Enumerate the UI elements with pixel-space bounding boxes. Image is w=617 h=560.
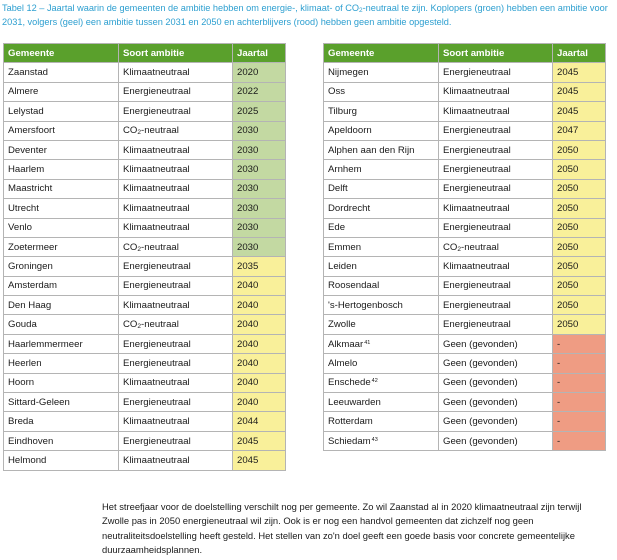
table-row [4, 121, 286, 140]
cell-jaartal: - [553, 393, 606, 412]
cell-jaartal: 2035 [233, 257, 286, 276]
cell-jaartal: 2030 [233, 160, 286, 179]
table-row [324, 412, 606, 431]
table-row [4, 393, 286, 412]
table-row [324, 431, 606, 450]
cell-jaartal: 2022 [233, 82, 286, 101]
cell-soort-ambitie: Klimaatneutraal [119, 296, 233, 315]
table-body [324, 63, 606, 451]
cell-soort-ambitie: Geen (gevonden) [439, 354, 553, 373]
cell-gemeente: Gouda [4, 315, 119, 334]
footnote-marker: 42 [371, 378, 378, 385]
table-row [4, 334, 286, 353]
cell-soort-ambitie: Energieneutraal [119, 393, 233, 412]
cell-jaartal: 2050 [553, 276, 606, 295]
cell-soort-ambitie: Geen (gevonden) [439, 373, 553, 392]
cell-gemeente: Roosendaal [324, 276, 439, 295]
cell-jaartal: 2030 [233, 237, 286, 256]
cell-jaartal: 2050 [553, 199, 606, 218]
cell-gemeente: Amersfoort [4, 121, 119, 140]
cell-soort-ambitie: Energieneutraal [439, 296, 553, 315]
cell-jaartal: 2044 [233, 412, 286, 431]
cell-gemeente: Emmen [324, 237, 439, 256]
table-caption: Tabel 12 – Jaartal waarin de gemeenten de ambitie hebben om energie-, klimaat- of $CO_2$-neutraal te zijn. Koplopers (groen) hebben een ambitie voor 2031, volgers (geel) een ambitie tussen 2031 en 2050 en achterblijvers (rood) hebben geen ambitie opgesteld. [2, 3, 608, 27]
cell-jaartal: 2040 [233, 354, 286, 373]
cell-gemeente: Zoetermeer [4, 237, 119, 256]
cell-soort-ambitie: Klimaatneutraal [119, 373, 233, 392]
cell-gemeente: Den Haag [4, 296, 119, 315]
cell-soort-ambitie: Energieneutraal [119, 82, 233, 101]
cell-jaartal: 2040 [233, 393, 286, 412]
table-row [4, 431, 286, 450]
table-row [4, 102, 286, 121]
cell-jaartal: - [553, 431, 606, 450]
cell-soort-ambitie: $CO_2$-neutraal [119, 121, 233, 140]
table-header-row [324, 44, 606, 63]
cell-gemeente: Alphen aan den Rijn [324, 140, 439, 159]
header-soort-ambitie: Soort ambitie [439, 44, 553, 63]
cell-gemeente: Dordrecht [324, 199, 439, 218]
cell-jaartal: 2047 [553, 121, 606, 140]
cell-soort-ambitie: Energieneutraal [439, 121, 553, 140]
cell-jaartal: 2050 [553, 140, 606, 159]
cell-soort-ambitie: $CO_2$-neutraal [119, 237, 233, 256]
cell-jaartal: 2050 [553, 160, 606, 179]
table-row [4, 257, 286, 276]
table-header-row [4, 44, 286, 63]
table-row [4, 276, 286, 295]
cell-soort-ambitie: Klimaatneutraal [119, 199, 233, 218]
table-row [4, 218, 286, 237]
header-gemeente: Gemeente [4, 44, 119, 63]
table-row [324, 63, 606, 82]
cell-jaartal: - [553, 334, 606, 353]
cell-gemeente: Utrecht [4, 199, 119, 218]
cell-soort-ambitie: Energieneutraal [439, 140, 553, 159]
cell-soort-ambitie: Klimaatneutraal [119, 160, 233, 179]
cell-gemeente: Helmond [4, 451, 119, 470]
cell-gemeente: Delft [324, 179, 439, 198]
cell-jaartal: 2045 [233, 431, 286, 450]
cell-gemeente: Deventer [4, 140, 119, 159]
cell-soort-ambitie: Klimaatneutraal [439, 102, 553, 121]
cell-gemeente: Nijmegen [324, 63, 439, 82]
cell-jaartal: 2030 [233, 121, 286, 140]
cell-gemeente: Ede [324, 218, 439, 237]
cell-jaartal: 2050 [553, 315, 606, 334]
cell-soort-ambitie: Energieneutraal [439, 160, 553, 179]
table-row [324, 140, 606, 159]
cell-soort-ambitie: Klimaatneutraal [439, 199, 553, 218]
cell-jaartal: 2040 [233, 334, 286, 353]
cell-soort-ambitie: Energieneutraal [439, 179, 553, 198]
table-row [4, 82, 286, 101]
cell-jaartal: 2045 [553, 82, 606, 101]
cell-soort-ambitie: $CO_2$-neutraal [119, 315, 233, 334]
table-row [324, 315, 606, 334]
cell-soort-ambitie: Klimaatneutraal [119, 218, 233, 237]
table-row [4, 140, 286, 159]
cell-soort-ambitie: Energieneutraal [439, 218, 553, 237]
cell-soort-ambitie: Geen (gevonden) [439, 393, 553, 412]
cell-gemeente: Sittard-Geleen [4, 393, 119, 412]
cell-gemeente: Maastricht [4, 179, 119, 198]
cell-jaartal: 2020 [233, 63, 286, 82]
cell-jaartal: 2030 [233, 199, 286, 218]
cell-gemeente: Leiden [324, 257, 439, 276]
table-row [324, 237, 606, 256]
cell-gemeente: Heerlen [4, 354, 119, 373]
cell-soort-ambitie: Energieneutraal [439, 315, 553, 334]
cell-gemeente: Almere [4, 82, 119, 101]
table-body [4, 63, 286, 470]
cell-gemeente: Enschede$^{42}$ [324, 373, 439, 392]
cell-soort-ambitie: Geen (gevonden) [439, 334, 553, 353]
cell-jaartal: 2040 [233, 276, 286, 295]
cell-gemeente: Amsterdam [4, 276, 119, 295]
cell-gemeente: Oss [324, 82, 439, 101]
cell-jaartal: 2030 [233, 179, 286, 198]
cell-soort-ambitie: Energieneutraal [119, 276, 233, 295]
cell-gemeente: Haarlem [4, 160, 119, 179]
table-row [4, 237, 286, 256]
table-row [324, 334, 606, 353]
cell-jaartal: 2030 [233, 140, 286, 159]
header-jaartal: Jaartal [553, 44, 606, 63]
table-row [4, 373, 286, 392]
cell-soort-ambitie: Energieneutraal [119, 257, 233, 276]
table-row [324, 373, 606, 392]
table-row [324, 199, 606, 218]
cell-gemeente: 's-Hertogenbosch [324, 296, 439, 315]
cell-jaartal: 2045 [553, 102, 606, 121]
cell-gemeente: Alkmaar$^{41}$ [324, 334, 439, 353]
cell-gemeente: Breda [4, 412, 119, 431]
cell-soort-ambitie: Geen (gevonden) [439, 412, 553, 431]
table-row [4, 451, 286, 470]
cell-soort-ambitie: Energieneutraal [439, 63, 553, 82]
cell-gemeente: Venlo [4, 218, 119, 237]
header-gemeente: Gemeente [324, 44, 439, 63]
footnote-marker: 41 [364, 339, 371, 346]
cell-jaartal: - [553, 412, 606, 431]
footnote-marker: 43 [371, 436, 378, 443]
cell-soort-ambitie: Energieneutraal [119, 431, 233, 450]
cell-gemeente: Groningen [4, 257, 119, 276]
header-jaartal: Jaartal [233, 44, 286, 63]
cell-jaartal: 2025 [233, 102, 286, 121]
cell-jaartal: - [553, 354, 606, 373]
table-row [324, 102, 606, 121]
cell-soort-ambitie: Klimaatneutraal [119, 140, 233, 159]
table-row [4, 354, 286, 373]
cell-jaartal: 2050 [553, 237, 606, 256]
cell-soort-ambitie: Energieneutraal [119, 102, 233, 121]
table-row [324, 354, 606, 373]
cell-gemeente: Schiedam$^{43}$ [324, 431, 439, 450]
cell-soort-ambitie: $CO_2$-neutraal [439, 237, 553, 256]
cell-soort-ambitie: Energieneutraal [119, 354, 233, 373]
table-row [4, 296, 286, 315]
cell-jaartal: 2050 [553, 257, 606, 276]
cell-jaartal: 2050 [553, 296, 606, 315]
cell-soort-ambitie: Klimaatneutraal [439, 257, 553, 276]
table-row [4, 63, 286, 82]
cell-gemeente: Tilburg [324, 102, 439, 121]
cell-jaartal: - [553, 373, 606, 392]
header-soort-ambitie: Soort ambitie [119, 44, 233, 63]
table-row [324, 218, 606, 237]
ambition-table-right [323, 43, 606, 451]
cell-gemeente: Hoorn [4, 373, 119, 392]
cell-gemeente: Zwolle [324, 315, 439, 334]
cell-soort-ambitie: Energieneutraal [439, 276, 553, 295]
table-row [324, 179, 606, 198]
cell-gemeente: Arnhem [324, 160, 439, 179]
cell-jaartal: 2040 [233, 373, 286, 392]
cell-gemeente: Zaanstad [4, 63, 119, 82]
cell-gemeente: Eindhoven [4, 431, 119, 450]
cell-soort-ambitie: Geen (gevonden) [439, 431, 553, 450]
cell-gemeente: Leeuwarden [324, 393, 439, 412]
cell-jaartal: 2040 [233, 315, 286, 334]
cell-jaartal: 2045 [553, 63, 606, 82]
table-row [4, 199, 286, 218]
table-row [324, 82, 606, 101]
cell-jaartal: 2050 [553, 179, 606, 198]
table-row [324, 121, 606, 140]
cell-gemeente: Apeldoorn [324, 121, 439, 140]
cell-jaartal: 2030 [233, 218, 286, 237]
table-row [4, 315, 286, 334]
cell-gemeente: Rotterdam [324, 412, 439, 431]
cell-jaartal: 2045 [233, 451, 286, 470]
body-paragraph: Het streefjaar voor de doelstelling verschilt nog per gemeente. Zo wil Zaanstad al in 2020 klimaatneutraal zijn terwijl Zwolle pas in 2050 energieneutraal wil zijn. Ook is er nog een handvol gemeenten dat zichzelf nog geen neutraliteitsdoelstelling heeft gesteld. Het stellen van zo'n doel geeft een goede basis voor concrete gemeentelijke duurzaamheidsplannen. [102, 501, 582, 555]
table-row [324, 393, 606, 412]
cell-soort-ambitie: Klimaatneutraal [119, 412, 233, 431]
cell-soort-ambitie: Klimaatneutraal [119, 451, 233, 470]
table-row [4, 412, 286, 431]
table-row [324, 160, 606, 179]
cell-soort-ambitie: Klimaatneutraal [119, 63, 233, 82]
ambition-table-left [3, 43, 286, 471]
table-row [324, 296, 606, 315]
table-row [4, 160, 286, 179]
cell-gemeente: Haarlemmermeer [4, 334, 119, 353]
cell-soort-ambitie: Klimaatneutraal [119, 179, 233, 198]
cell-jaartal: 2050 [553, 218, 606, 237]
table-row [4, 179, 286, 198]
cell-gemeente: Almelo [324, 354, 439, 373]
cell-gemeente: Lelystad [4, 102, 119, 121]
cell-jaartal: 2040 [233, 296, 286, 315]
cell-soort-ambitie: Klimaatneutraal [439, 82, 553, 101]
cell-soort-ambitie: Energieneutraal [119, 334, 233, 353]
table-row [324, 276, 606, 295]
table-row [324, 257, 606, 276]
